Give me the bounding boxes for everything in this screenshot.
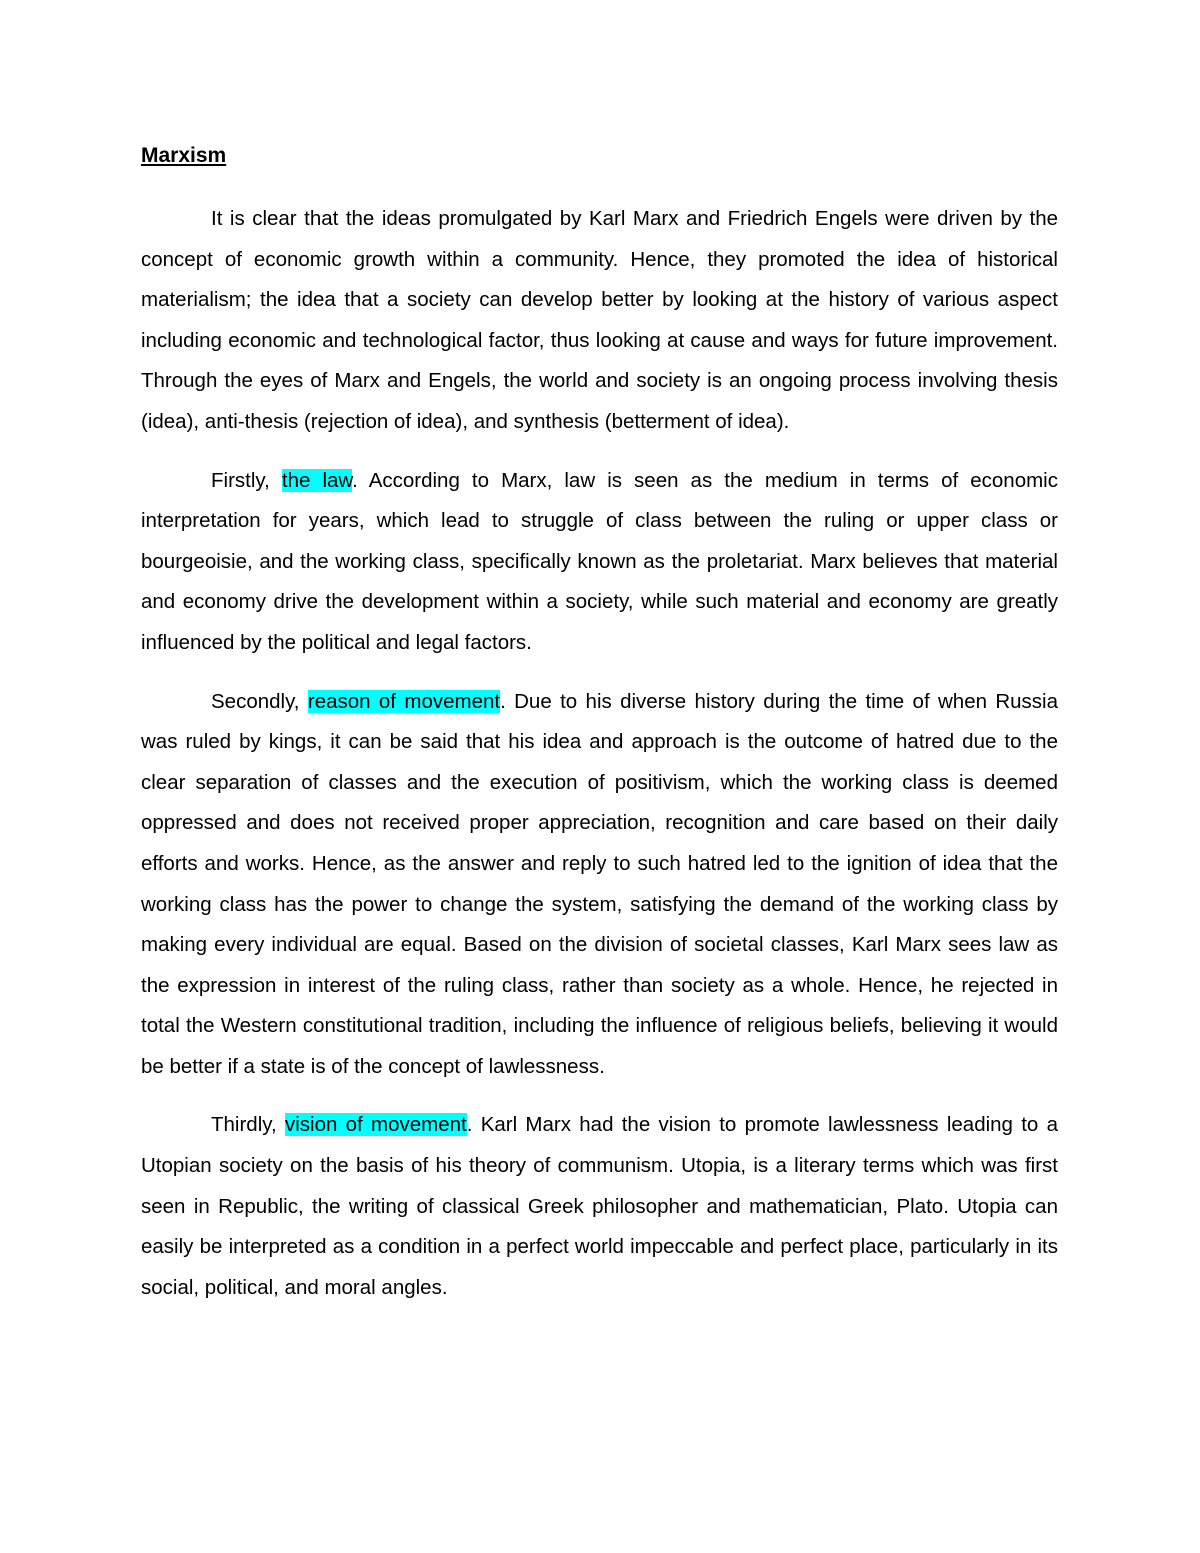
paragraph-lead: Firstly, [211,468,282,492]
paragraph-vision [141,1105,1058,1308]
paragraph-reason [141,682,1058,1088]
paragraph-text: . Due to his diverse history during the time of when Russia was ruled by kings, it can be said that his idea and approach is the outcome of hatred due to the clear separation of classes and the execution of positivism, which the working class is deemed oppressed and does not received proper appreciation, recognition and care based on their daily efforts and works. Hence, as the answer and reply to such hatred led to the ignition of idea that the working class has the power to change the system, satisfying the demand of the working class by making every individual are equal. Based on the division of societal classes, Karl Marx sees law as the expression in interest of the ruling class, rather than society as a whole. Hence, he rejected in total the Western constitutional tradition, including the influence of religious beliefs, believing it would be better if a state is of the concept of lawlessness. [141,689,1059,1078]
document-body [141,140,1058,1326]
highlighted-text: reason of movement [307,689,501,713]
paragraph-lead: Thirdly, [211,1113,285,1137]
paragraph-lead: Secondly, [211,689,308,713]
paragraph-text: . Karl Marx had the vision to promote lawlessness leading to a Utopian society on the basis of his theory of communism. Utopia, is a literary terms which was first seen in Republic, the writing of classical Greek philosopher and mathematician, Plato. Utopia can easily be interpreted as a condition in a perfect world impeccable and perfect place, particularly in its social, political, and moral angles. [141,1113,1058,1299]
paragraph-text: . According to Marx, law is seen as the medium in terms of economic interpretation for years, which lead to struggle of class between the ruling or upper class or bourgeoisie, and the working class, specifically known as the proletariat. Marx believes that material and economy drive the development within a society, while such material and economy are greatly influenced by the political and legal factors. [141,468,1058,654]
document-heading: Marxism [141,144,227,167]
paragraph-text: It is clear that the ideas promulgated by Karl Marx and Friedrich Engels were driven by the concept of economic growth within a community. Hence, they promoted the idea of historical materialism; the idea that a society can develop better by looking at the history of various aspect including economic and technological factor, thus looking at cause and ways for future improvement. Through the eyes of Marx and Engels, the world and society is an ongoing process involving thesis (idea), anti-thesis (rejection of idea), and synthesis (betterment of idea). [141,207,1058,433]
paragraph-law [141,461,1058,664]
highlighted-text: vision of movement [284,1113,467,1137]
highlighted-text: the law [281,468,353,492]
paragraph-intro [141,199,1058,443]
